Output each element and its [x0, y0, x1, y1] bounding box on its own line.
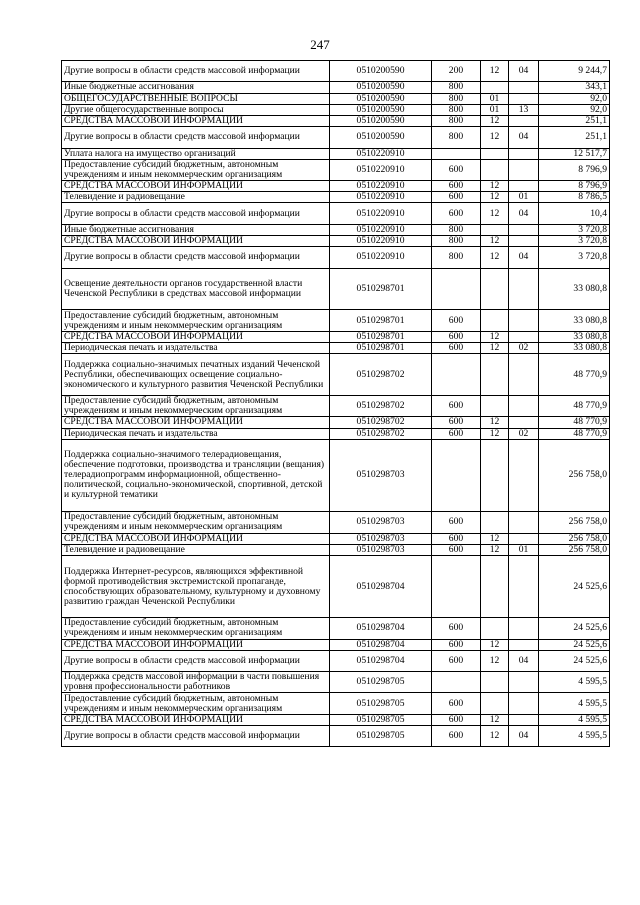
row-name-cell: Другие вопросы в области средств массовой информации	[62, 203, 330, 224]
table-row	[62, 192, 610, 203]
row-section-cell: 12	[481, 192, 509, 203]
row-section-cell: 12	[481, 247, 509, 268]
row-name-cell: Предоставление субсидий бюджетным, автономным учреждениям и иным некоммерческим организациям	[62, 396, 330, 417]
table-row	[62, 148, 610, 159]
row-section-cell: 01	[481, 104, 509, 115]
row-sum-cell: 4 595,5	[539, 726, 610, 747]
row-expense-type-cell: 600	[432, 331, 481, 342]
row-expense-type-cell: 600	[432, 533, 481, 544]
row-section-cell: 12	[481, 181, 509, 192]
row-code-cell: 0510298705	[330, 693, 432, 714]
row-code-cell: 0510298702	[330, 417, 432, 428]
row-subsection-cell: 04	[509, 127, 539, 148]
row-code-cell: 0510200590	[330, 82, 432, 93]
row-code-cell: 0510220910	[330, 236, 432, 247]
row-name-cell: Предоставление субсидий бюджетным, автономным учреждениям и иным некоммерческим организациям	[62, 310, 330, 331]
table-row	[62, 428, 610, 439]
row-code-cell: 0510298705	[330, 714, 432, 725]
row-subsection-cell	[509, 268, 539, 310]
row-expense-type-cell: 600	[432, 650, 481, 671]
row-name-cell: Другие вопросы в области средств массовой информации	[62, 726, 330, 747]
row-section-cell: 12	[481, 650, 509, 671]
row-sum-cell: 251,1	[539, 115, 610, 126]
row-name-cell: Поддержка социально-значимого телерадиовещания, обеспечение подготовки, производства и трансляции (вещания) телерадиопрограмм информационной, общественно-политической, социально-экономической, спортивной, детской и культурной тематики	[62, 439, 330, 511]
row-sum-cell: 251,1	[539, 127, 610, 148]
row-section-cell	[481, 693, 509, 714]
row-subsection-cell	[509, 439, 539, 511]
row-sum-cell: 10,4	[539, 203, 610, 224]
row-subsection-cell	[509, 82, 539, 93]
table-row	[62, 693, 610, 714]
row-expense-type-cell: 600	[432, 181, 481, 192]
table-row	[62, 115, 610, 126]
row-sum-cell: 3 720,8	[539, 224, 610, 235]
row-section-cell	[481, 148, 509, 159]
row-name-cell: Предоставление субсидий бюджетным, автономным учреждениям и иным некоммерческим организациям	[62, 618, 330, 639]
row-subsection-cell	[509, 148, 539, 159]
row-sum-cell: 24 525,6	[539, 639, 610, 650]
row-subsection-cell	[509, 396, 539, 417]
row-sum-cell: 4 595,5	[539, 693, 610, 714]
row-sum-cell: 33 080,8	[539, 331, 610, 342]
row-sum-cell: 3 720,8	[539, 247, 610, 268]
row-name-cell: Поддержка средств массовой информации в части повышения уровня профессиональности работников	[62, 672, 330, 693]
row-expense-type-cell: 600	[432, 714, 481, 725]
row-section-cell: 01	[481, 93, 509, 104]
row-section-cell	[481, 672, 509, 693]
row-sum-cell: 48 770,9	[539, 417, 610, 428]
row-code-cell: 0510298705	[330, 726, 432, 747]
row-subsection-cell	[509, 331, 539, 342]
row-code-cell: 0510200590	[330, 93, 432, 104]
row-expense-type-cell	[432, 672, 481, 693]
row-section-cell: 12	[481, 61, 509, 82]
table-row	[62, 343, 610, 354]
row-name-cell: Другие вопросы в области средств массовой информации	[62, 247, 330, 268]
table-row	[62, 331, 610, 342]
row-name-cell: СРЕДСТВА МАССОВОЙ ИНФОРМАЦИИ	[62, 331, 330, 342]
row-section-cell	[481, 354, 509, 396]
row-name-cell: Периодическая печать и издательства	[62, 428, 330, 439]
row-subsection-cell	[509, 310, 539, 331]
row-expense-type-cell	[432, 555, 481, 617]
row-subsection-cell: 04	[509, 726, 539, 747]
row-name-cell: Телевидение и радиовещание	[62, 544, 330, 555]
table-row	[62, 533, 610, 544]
row-sum-cell: 92,0	[539, 104, 610, 115]
row-name-cell: Предоставление субсидий бюджетным, автономным учреждениям и иным некоммерческим организациям	[62, 512, 330, 533]
budget-table	[61, 60, 610, 747]
row-expense-type-cell: 600	[432, 417, 481, 428]
row-section-cell: 12	[481, 714, 509, 725]
row-expense-type-cell: 600	[432, 618, 481, 639]
row-code-cell: 0510298705	[330, 672, 432, 693]
row-name-cell: Телевидение и радиовещание	[62, 192, 330, 203]
row-subsection-cell	[509, 533, 539, 544]
table-row	[62, 203, 610, 224]
table-row	[62, 104, 610, 115]
row-expense-type-cell: 800	[432, 247, 481, 268]
row-sum-cell: 4 595,5	[539, 672, 610, 693]
row-sum-cell: 33 080,8	[539, 343, 610, 354]
row-code-cell: 0510298703	[330, 512, 432, 533]
row-sum-cell: 48 770,9	[539, 428, 610, 439]
row-subsection-cell	[509, 714, 539, 725]
row-sum-cell: 343,1	[539, 82, 610, 93]
row-subsection-cell	[509, 672, 539, 693]
row-subsection-cell: 04	[509, 247, 539, 268]
row-code-cell: 0510200590	[330, 127, 432, 148]
table-row	[62, 726, 610, 747]
table-row	[62, 354, 610, 396]
row-code-cell: 0510298702	[330, 428, 432, 439]
row-code-cell: 0510220910	[330, 247, 432, 268]
row-expense-type-cell: 600	[432, 343, 481, 354]
row-expense-type-cell: 600	[432, 726, 481, 747]
row-section-cell: 12	[481, 331, 509, 342]
row-name-cell: Поддержка Интернет-ресурсов, являющихся эффективной формой противодействия экстремистской пропаганде, способствующих образовательному, культурному и духовному развитию граждан Чеченской Республики	[62, 555, 330, 617]
row-code-cell: 0510200590	[330, 104, 432, 115]
row-code-cell: 0510298701	[330, 331, 432, 342]
row-code-cell: 0510298704	[330, 618, 432, 639]
row-section-cell: 12	[481, 639, 509, 650]
row-section-cell	[481, 555, 509, 617]
row-code-cell: 0510220910	[330, 148, 432, 159]
row-code-cell: 0510220910	[330, 192, 432, 203]
row-subsection-cell	[509, 354, 539, 396]
row-subsection-cell	[509, 618, 539, 639]
row-code-cell: 0510298701	[330, 268, 432, 310]
row-name-cell: Другие вопросы в области средств массовой информации	[62, 61, 330, 82]
row-sum-cell: 33 080,8	[539, 310, 610, 331]
row-name-cell: Периодическая печать и издательства	[62, 343, 330, 354]
row-code-cell: 0510298703	[330, 439, 432, 511]
row-expense-type-cell: 800	[432, 104, 481, 115]
row-name-cell: Уплата налога на имущество организаций	[62, 148, 330, 159]
table-row	[62, 672, 610, 693]
row-subsection-cell: 02	[509, 428, 539, 439]
row-subsection-cell: 04	[509, 650, 539, 671]
row-name-cell: Предоставление субсидий бюджетным, автономным учреждениям и иным некоммерческим организациям	[62, 693, 330, 714]
row-sum-cell: 256 758,0	[539, 533, 610, 544]
row-subsection-cell	[509, 159, 539, 180]
table-row	[62, 544, 610, 555]
row-name-cell: Иные бюджетные ассигнования	[62, 82, 330, 93]
row-subsection-cell: 01	[509, 544, 539, 555]
row-expense-type-cell: 600	[432, 310, 481, 331]
row-subsection-cell	[509, 639, 539, 650]
row-sum-cell: 24 525,6	[539, 650, 610, 671]
row-name-cell: СРЕДСТВА МАССОВОЙ ИНФОРМАЦИИ	[62, 533, 330, 544]
row-subsection-cell: 01	[509, 192, 539, 203]
row-code-cell: 0510200590	[330, 61, 432, 82]
row-name-cell: Поддержка социально-значимых печатных изданий Чеченской Республики, обеспечивающих освещение социально-экономического и культурного развития Чеченской Республики	[62, 354, 330, 396]
row-code-cell: 0510298702	[330, 396, 432, 417]
row-name-cell: СРЕДСТВА МАССОВОЙ ИНФОРМАЦИИ	[62, 115, 330, 126]
row-sum-cell: 4 595,5	[539, 714, 610, 725]
row-sum-cell: 8 786,5	[539, 192, 610, 203]
row-expense-type-cell: 200	[432, 61, 481, 82]
row-subsection-cell	[509, 93, 539, 104]
row-code-cell: 0510298701	[330, 310, 432, 331]
table-row	[62, 236, 610, 247]
row-code-cell: 0510220910	[330, 224, 432, 235]
row-code-cell: 0510298703	[330, 533, 432, 544]
table-row	[62, 310, 610, 331]
row-sum-cell: 256 758,0	[539, 439, 610, 511]
table-row	[62, 512, 610, 533]
table-row	[62, 650, 610, 671]
row-name-cell: СРЕДСТВА МАССОВОЙ ИНФОРМАЦИИ	[62, 417, 330, 428]
row-subsection-cell	[509, 512, 539, 533]
row-expense-type-cell: 800	[432, 82, 481, 93]
row-name-cell: Иные бюджетные ассигнования	[62, 224, 330, 235]
row-section-cell: 12	[481, 428, 509, 439]
row-section-cell	[481, 512, 509, 533]
row-subsection-cell	[509, 181, 539, 192]
table-row	[62, 181, 610, 192]
row-expense-type-cell: 600	[432, 192, 481, 203]
row-expense-type-cell	[432, 268, 481, 310]
row-expense-type-cell: 600	[432, 639, 481, 650]
table-row	[62, 639, 610, 650]
row-section-cell	[481, 224, 509, 235]
row-section-cell: 12	[481, 127, 509, 148]
table-row	[62, 247, 610, 268]
row-name-cell: СРЕДСТВА МАССОВОЙ ИНФОРМАЦИИ	[62, 714, 330, 725]
row-section-cell: 12	[481, 236, 509, 247]
row-code-cell: 0510298701	[330, 343, 432, 354]
row-code-cell: 0510200590	[330, 115, 432, 126]
row-name-cell: Другие вопросы в области средств массовой информации	[62, 650, 330, 671]
row-section-cell: 12	[481, 343, 509, 354]
row-expense-type-cell	[432, 354, 481, 396]
row-subsection-cell	[509, 236, 539, 247]
row-code-cell: 0510298702	[330, 354, 432, 396]
row-sum-cell: 256 758,0	[539, 544, 610, 555]
row-expense-type-cell: 800	[432, 127, 481, 148]
row-name-cell: Освещение деятельности органов государственной власти Чеченской Республики в средствах массовой информации	[62, 268, 330, 310]
table-row	[62, 555, 610, 617]
row-section-cell: 12	[481, 533, 509, 544]
table-row	[62, 61, 610, 82]
row-sum-cell: 24 525,6	[539, 618, 610, 639]
table-row	[62, 439, 610, 511]
row-expense-type-cell: 600	[432, 428, 481, 439]
row-sum-cell: 256 758,0	[539, 512, 610, 533]
row-section-cell: 12	[481, 544, 509, 555]
table-row	[62, 268, 610, 310]
table-row	[62, 714, 610, 725]
row-subsection-cell	[509, 555, 539, 617]
row-expense-type-cell: 600	[432, 693, 481, 714]
page-number: 247	[310, 37, 330, 52]
row-section-cell	[481, 268, 509, 310]
row-subsection-cell: 02	[509, 343, 539, 354]
row-section-cell: 12	[481, 203, 509, 224]
row-name-cell: СРЕДСТВА МАССОВОЙ ИНФОРМАЦИИ	[62, 181, 330, 192]
row-name-cell: ОБЩЕГОСУДАРСТВЕННЫЕ ВОПРОСЫ	[62, 93, 330, 104]
row-name-cell: Предоставление субсидий бюджетным, автономным учреждениям и иным некоммерческим организациям	[62, 159, 330, 180]
row-name-cell: Другие вопросы в области средств массовой информации	[62, 127, 330, 148]
row-section-cell	[481, 618, 509, 639]
row-section-cell: 12	[481, 726, 509, 747]
row-expense-type-cell	[432, 439, 481, 511]
row-expense-type-cell: 600	[432, 396, 481, 417]
row-sum-cell: 33 080,8	[539, 268, 610, 310]
row-sum-cell: 3 720,8	[539, 236, 610, 247]
row-code-cell: 0510220910	[330, 159, 432, 180]
row-code-cell: 0510220910	[330, 181, 432, 192]
row-sum-cell: 8 796,9	[539, 181, 610, 192]
row-expense-type-cell: 600	[432, 544, 481, 555]
row-subsection-cell	[509, 224, 539, 235]
row-expense-type-cell: 600	[432, 159, 481, 180]
row-sum-cell: 24 525,6	[539, 555, 610, 617]
row-expense-type-cell: 600	[432, 512, 481, 533]
row-section-cell	[481, 310, 509, 331]
row-code-cell: 0510298703	[330, 544, 432, 555]
row-subsection-cell: 04	[509, 61, 539, 82]
row-subsection-cell	[509, 417, 539, 428]
row-expense-type-cell: 800	[432, 115, 481, 126]
row-code-cell: 0510298704	[330, 639, 432, 650]
table-row	[62, 396, 610, 417]
row-expense-type-cell: 600	[432, 203, 481, 224]
row-subsection-cell: 13	[509, 104, 539, 115]
row-section-cell: 12	[481, 417, 509, 428]
row-expense-type-cell: 800	[432, 224, 481, 235]
row-code-cell: 0510220910	[330, 203, 432, 224]
row-sum-cell: 12 517,7	[539, 148, 610, 159]
table-row	[62, 93, 610, 104]
table-row	[62, 82, 610, 93]
row-expense-type-cell	[432, 148, 481, 159]
row-section-cell	[481, 82, 509, 93]
row-section-cell	[481, 159, 509, 180]
row-code-cell: 0510298704	[330, 650, 432, 671]
table-row	[62, 224, 610, 235]
row-section-cell	[481, 439, 509, 511]
row-sum-cell: 92,0	[539, 93, 610, 104]
row-name-cell: СРЕДСТВА МАССОВОЙ ИНФОРМАЦИИ	[62, 236, 330, 247]
row-code-cell: 0510298704	[330, 555, 432, 617]
row-section-cell: 12	[481, 115, 509, 126]
table-row	[62, 417, 610, 428]
row-sum-cell: 48 770,9	[539, 396, 610, 417]
table-row	[62, 127, 610, 148]
row-expense-type-cell: 800	[432, 93, 481, 104]
row-subsection-cell: 04	[509, 203, 539, 224]
row-sum-cell: 48 770,9	[539, 354, 610, 396]
table-row	[62, 159, 610, 180]
row-sum-cell: 8 796,9	[539, 159, 610, 180]
row-name-cell: Другие общегосударственные вопросы	[62, 104, 330, 115]
row-sum-cell: 9 244,7	[539, 61, 610, 82]
row-section-cell	[481, 396, 509, 417]
row-expense-type-cell: 800	[432, 236, 481, 247]
row-subsection-cell	[509, 115, 539, 126]
table-row	[62, 618, 610, 639]
row-subsection-cell	[509, 693, 539, 714]
row-name-cell: СРЕДСТВА МАССОВОЙ ИНФОРМАЦИИ	[62, 639, 330, 650]
